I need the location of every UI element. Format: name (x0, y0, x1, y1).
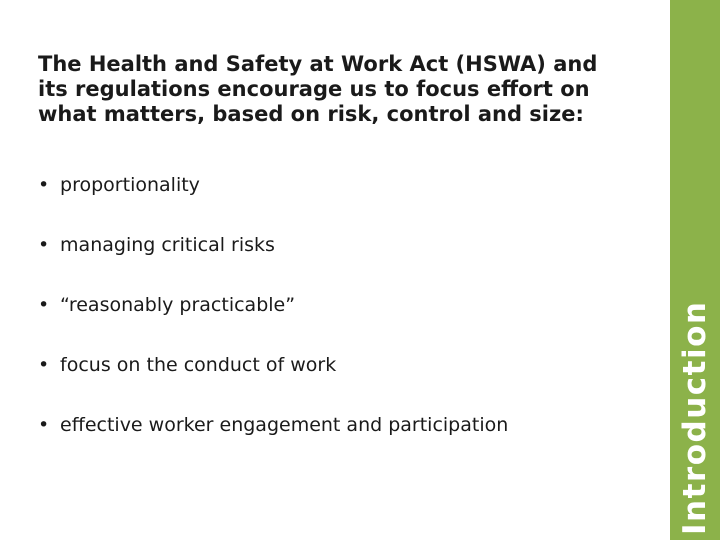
section-sidebar (670, 0, 720, 540)
section-label: Introduction (677, 300, 713, 535)
slide-heading (38, 52, 638, 127)
bullet-item-managing-critical-risks (38, 230, 508, 260)
bullet-text: managing critical risks (60, 234, 275, 256)
bullet-item-reasonably-practicable (38, 290, 508, 320)
bullet-text: “reasonably practicable” (60, 294, 296, 316)
heading-line: what matters, based on risk, control and size: (38, 102, 584, 126)
bullet-item-conduct-of-work (38, 350, 508, 380)
bullet-text: effective worker engagement and participation (60, 414, 509, 436)
bullet-item-proportionality (38, 170, 508, 200)
bullet-marker: • (38, 354, 50, 376)
bullet-text: focus on the conduct of work (60, 354, 337, 376)
heading-line: The Health and Safety at Work Act (HSWA) and (38, 52, 598, 76)
bullet-marker: • (38, 294, 50, 316)
bullet-text: proportionality (60, 174, 200, 196)
bullet-item-worker-engagement (38, 410, 508, 440)
bullet-list (38, 170, 508, 470)
heading-line: its regulations encourage us to focus effort on (38, 77, 590, 101)
bullet-marker: • (38, 414, 50, 436)
bullet-marker: • (38, 174, 50, 196)
bullet-marker: • (38, 234, 50, 256)
